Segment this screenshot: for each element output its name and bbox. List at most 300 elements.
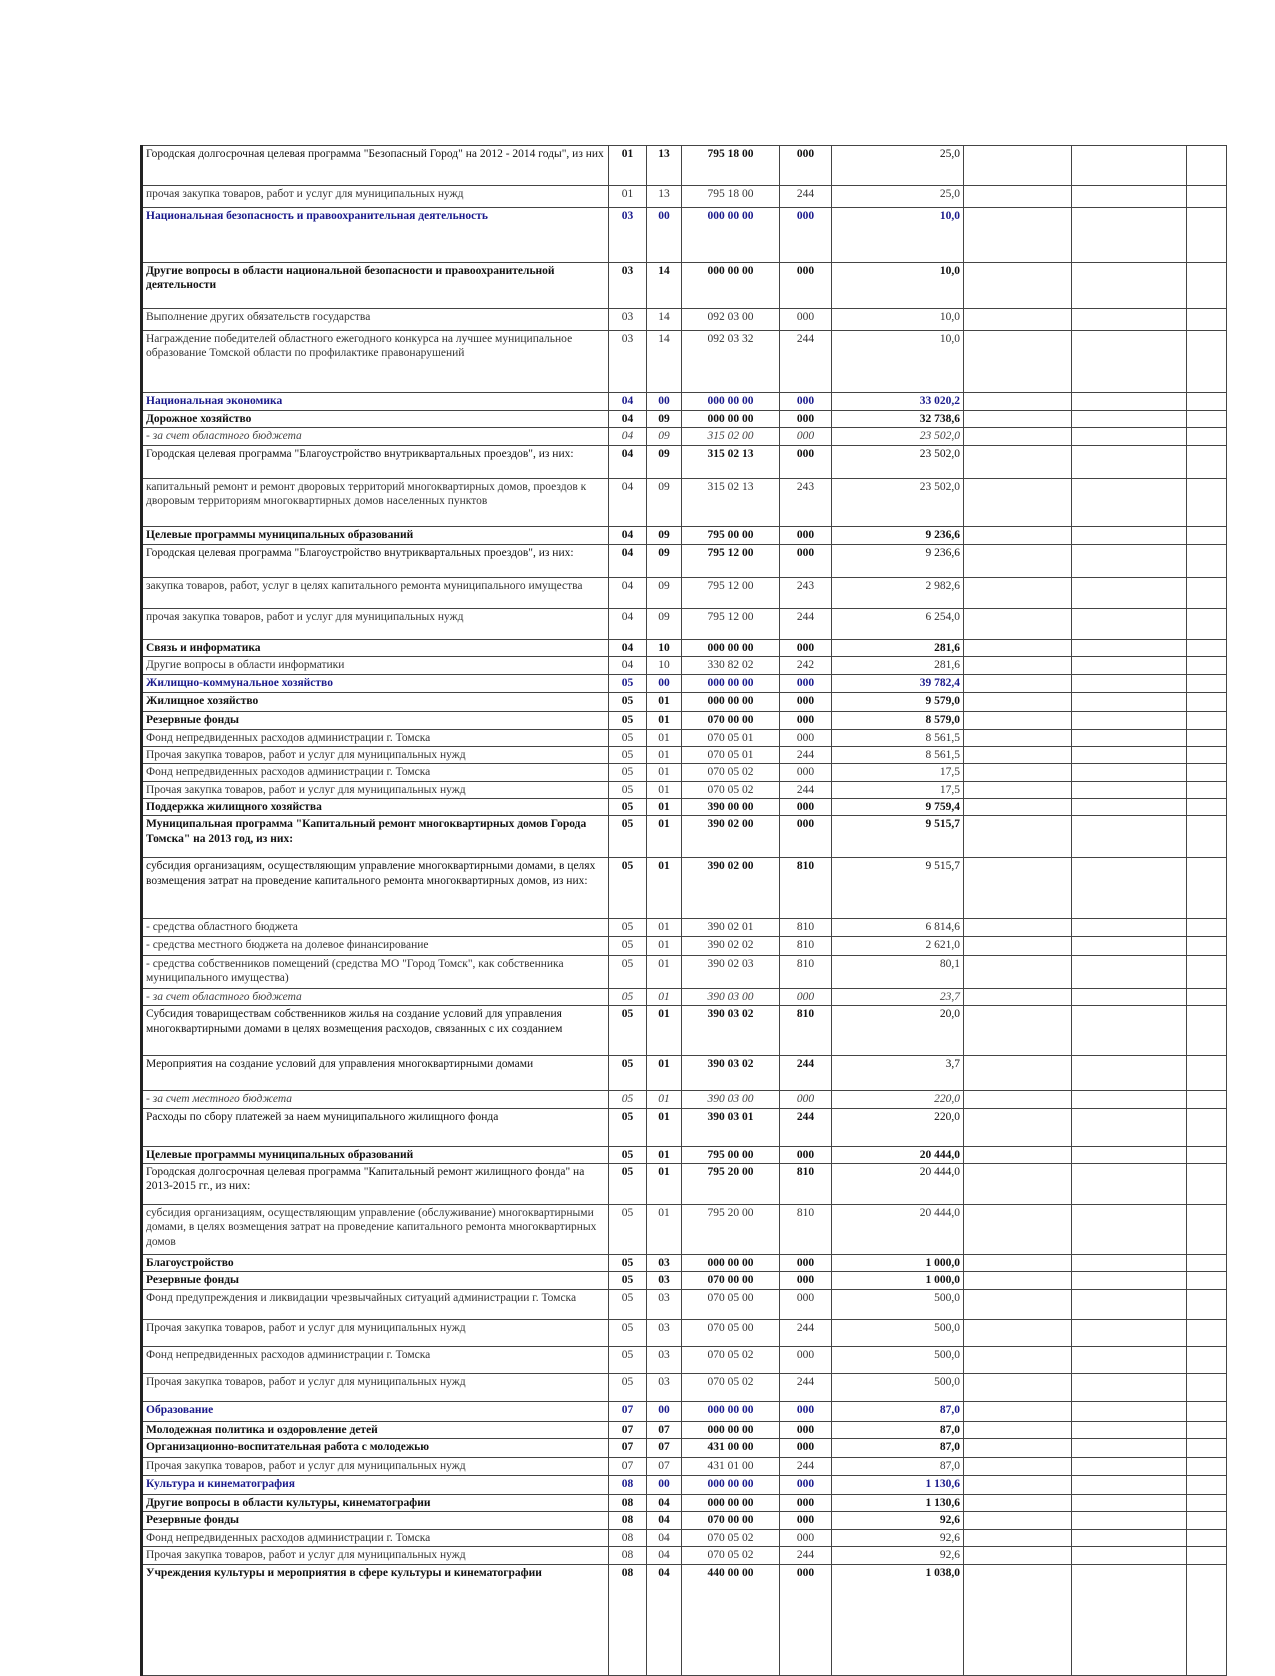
subsection-code: 01 xyxy=(647,692,682,711)
amount: 6 254,0 xyxy=(832,608,964,639)
row-name: Целевые программы муниципальных образований xyxy=(142,1146,609,1163)
empty-cell xyxy=(1187,746,1227,763)
target-article-code: 070 05 02 xyxy=(682,781,780,798)
empty-cell xyxy=(964,639,1072,656)
empty-cell xyxy=(1072,674,1187,692)
target-article-code: 070 05 01 xyxy=(682,746,780,763)
target-article-code: 390 03 00 xyxy=(682,988,780,1005)
row-name: Прочая закупка товаров, работ и услуг для муниципальных нужд xyxy=(142,1373,609,1401)
table-row xyxy=(142,393,1227,411)
expense-type-code: 000 xyxy=(780,393,832,411)
target-article-code: 000 00 00 xyxy=(682,1401,780,1421)
table-row xyxy=(142,1512,1227,1529)
table-row xyxy=(142,263,1227,309)
amount: 2 621,0 xyxy=(832,936,964,955)
empty-cell xyxy=(964,1421,1072,1438)
row-name: Фонд непредвиденных расходов администрации г. Томска xyxy=(142,1346,609,1373)
empty-cell xyxy=(1072,1163,1187,1204)
subsection-code: 04 xyxy=(647,1512,682,1529)
row-name: Культура и кинематография xyxy=(142,1476,609,1495)
empty-cell xyxy=(1072,1146,1187,1163)
empty-cell xyxy=(1072,729,1187,746)
empty-cell xyxy=(964,1006,1072,1056)
table-row xyxy=(142,1319,1227,1346)
section-code: 05 xyxy=(609,1319,647,1346)
empty-cell xyxy=(964,711,1072,729)
target-article-code: 000 00 00 xyxy=(682,674,780,692)
table-row xyxy=(142,146,1227,186)
row-name: Расходы по сбору платежей за наем муниципального жилищного фонда xyxy=(142,1108,609,1146)
target-article-code: 431 01 00 xyxy=(682,1458,780,1476)
expense-type-code: 000 xyxy=(780,1146,832,1163)
section-code: 05 xyxy=(609,1289,647,1319)
row-name: Фонд непредвиденных расходов администрации г. Томска xyxy=(142,729,609,746)
table-row xyxy=(142,1458,1227,1476)
expense-type-code: 244 xyxy=(780,331,832,393)
table-row xyxy=(142,781,1227,798)
subsection-code: 01 xyxy=(647,1006,682,1056)
row-name: Поддержка жилищного хозяйства xyxy=(142,799,609,816)
amount: 25,0 xyxy=(832,186,964,208)
empty-cell xyxy=(1072,1006,1187,1056)
table-row xyxy=(142,309,1227,331)
empty-cell xyxy=(964,428,1072,445)
empty-cell xyxy=(964,729,1072,746)
row-name: Выполнение других обязательств государства xyxy=(142,309,609,331)
table-row xyxy=(142,186,1227,208)
section-code: 07 xyxy=(609,1458,647,1476)
target-article-code: 390 03 01 xyxy=(682,1108,780,1146)
expense-type-code: 000 xyxy=(780,1512,832,1529)
row-name: Прочая закупка товаров, работ и услуг для муниципальных нужд xyxy=(142,1547,609,1565)
section-code: 08 xyxy=(609,1476,647,1495)
subsection-code: 09 xyxy=(647,478,682,526)
expense-type-code: 000 xyxy=(780,799,832,816)
expense-type-code: 000 xyxy=(780,764,832,781)
empty-cell xyxy=(1187,674,1227,692)
section-code: 03 xyxy=(609,263,647,309)
section-code: 04 xyxy=(609,639,647,656)
empty-cell xyxy=(964,858,1072,919)
row-name: прочая закупка товаров, работ и услуг для муниципальных нужд xyxy=(142,186,609,208)
empty-cell xyxy=(1072,936,1187,955)
table-row xyxy=(142,919,1227,936)
row-name: Молодежная политика и оздоровление детей xyxy=(142,1421,609,1438)
empty-cell xyxy=(1072,1289,1187,1319)
row-name: Другие вопросы в области культуры, кинематографии xyxy=(142,1495,609,1512)
empty-cell xyxy=(1072,544,1187,577)
row-name: - за счет местного бюджета xyxy=(142,1091,609,1108)
empty-cell xyxy=(1072,1204,1187,1254)
empty-cell xyxy=(964,746,1072,763)
empty-cell xyxy=(964,919,1072,936)
subsection-code: 01 xyxy=(647,781,682,798)
amount: 20 444,0 xyxy=(832,1204,964,1254)
row-name: Городская долгосрочная целевая программа "Безопасный Город" на 2012 - 2014 годы", из них xyxy=(142,146,609,186)
table-row xyxy=(142,1006,1227,1056)
empty-cell xyxy=(1187,639,1227,656)
expense-type-code: 000 xyxy=(780,208,832,263)
empty-cell xyxy=(1187,816,1227,858)
target-article-code: 390 02 01 xyxy=(682,919,780,936)
row-name: Связь и информатика xyxy=(142,639,609,656)
section-code: 05 xyxy=(609,988,647,1005)
empty-cell xyxy=(964,1565,1072,1676)
empty-cell xyxy=(964,1476,1072,1495)
empty-cell xyxy=(1187,711,1227,729)
expense-type-code: 000 xyxy=(780,1289,832,1319)
target-article-code: 390 02 02 xyxy=(682,936,780,955)
section-code: 01 xyxy=(609,146,647,186)
amount: 500,0 xyxy=(832,1319,964,1346)
amount: 10,0 xyxy=(832,331,964,393)
empty-cell xyxy=(964,1056,1072,1091)
amount: 9 759,4 xyxy=(832,799,964,816)
target-article-code: 000 00 00 xyxy=(682,692,780,711)
amount: 20,0 xyxy=(832,1006,964,1056)
expense-type-code: 810 xyxy=(780,858,832,919)
empty-cell xyxy=(1187,1439,1227,1458)
empty-cell xyxy=(964,608,1072,639)
amount: 10,0 xyxy=(832,309,964,331)
target-article-code: 795 18 00 xyxy=(682,146,780,186)
empty-cell xyxy=(1072,858,1187,919)
section-code: 04 xyxy=(609,445,647,478)
row-name: Прочая закупка товаров, работ и услуг для муниципальных нужд xyxy=(142,746,609,763)
empty-cell xyxy=(964,1401,1072,1421)
expense-type-code: 244 xyxy=(780,1108,832,1146)
target-article-code: 390 02 00 xyxy=(682,858,780,919)
subsection-code: 09 xyxy=(647,608,682,639)
empty-cell xyxy=(1072,577,1187,608)
empty-cell xyxy=(964,331,1072,393)
table-row xyxy=(142,936,1227,955)
target-article-code: 070 05 00 xyxy=(682,1319,780,1346)
row-name: Резервные фонды xyxy=(142,1272,609,1289)
empty-cell xyxy=(1187,858,1227,919)
empty-cell xyxy=(1187,1512,1227,1529)
section-code: 01 xyxy=(609,186,647,208)
target-article-code: 795 12 00 xyxy=(682,608,780,639)
row-name: Дорожное хозяйство xyxy=(142,411,609,428)
section-code: 04 xyxy=(609,411,647,428)
amount: 10,0 xyxy=(832,208,964,263)
amount: 17,5 xyxy=(832,781,964,798)
empty-cell xyxy=(1187,1529,1227,1546)
subsection-code: 03 xyxy=(647,1272,682,1289)
subsection-code: 01 xyxy=(647,988,682,1005)
empty-cell xyxy=(964,781,1072,798)
empty-cell xyxy=(1187,1163,1227,1204)
row-name: Образование xyxy=(142,1401,609,1421)
empty-cell xyxy=(1072,781,1187,798)
target-article-code: 000 00 00 xyxy=(682,1421,780,1438)
empty-cell xyxy=(1187,478,1227,526)
amount: 23 502,0 xyxy=(832,428,964,445)
subsection-code: 09 xyxy=(647,526,682,544)
amount: 500,0 xyxy=(832,1346,964,1373)
target-article-code: 000 00 00 xyxy=(682,411,780,428)
row-name: - за счет областного бюджета xyxy=(142,988,609,1005)
target-article-code: 070 00 00 xyxy=(682,711,780,729)
empty-cell xyxy=(1187,608,1227,639)
empty-cell xyxy=(964,1458,1072,1476)
empty-cell xyxy=(964,526,1072,544)
row-name: закупка товаров, работ, услуг в целях капитального ремонта муниципального имущества xyxy=(142,577,609,608)
empty-cell xyxy=(1072,1565,1187,1676)
target-article-code: 390 02 03 xyxy=(682,955,780,988)
expense-type-code: 000 xyxy=(780,639,832,656)
row-name: Фонд непредвиденных расходов администрации г. Томска xyxy=(142,764,609,781)
table-row xyxy=(142,799,1227,816)
expense-type-code: 244 xyxy=(780,1056,832,1091)
section-code: 07 xyxy=(609,1421,647,1438)
subsection-code: 00 xyxy=(647,393,682,411)
empty-cell xyxy=(1072,1373,1187,1401)
empty-cell xyxy=(1187,186,1227,208)
target-article-code: 431 00 00 xyxy=(682,1439,780,1458)
amount: 1 130,6 xyxy=(832,1495,964,1512)
empty-cell xyxy=(1187,781,1227,798)
empty-cell xyxy=(1187,1401,1227,1421)
target-article-code: 330 82 02 xyxy=(682,657,780,674)
empty-cell xyxy=(1072,146,1187,186)
subsection-code: 09 xyxy=(647,428,682,445)
table-row xyxy=(142,692,1227,711)
target-article-code: 070 05 00 xyxy=(682,1289,780,1319)
section-code: 04 xyxy=(609,657,647,674)
empty-cell xyxy=(964,1163,1072,1204)
target-article-code: 000 00 00 xyxy=(682,1254,780,1271)
row-name: Городская целевая программа "Благоустройство внутриквартальных проездов", из них: xyxy=(142,445,609,478)
subsection-code: 01 xyxy=(647,1146,682,1163)
empty-cell xyxy=(964,263,1072,309)
amount: 500,0 xyxy=(832,1289,964,1319)
target-article-code: 070 05 02 xyxy=(682,1373,780,1401)
empty-cell xyxy=(1072,445,1187,478)
target-article-code: 390 03 00 xyxy=(682,1091,780,1108)
empty-cell xyxy=(1072,1108,1187,1146)
empty-cell xyxy=(1187,1495,1227,1512)
row-name: Организационно-воспитательная работа с молодежью xyxy=(142,1439,609,1458)
amount: 25,0 xyxy=(832,146,964,186)
empty-cell xyxy=(964,657,1072,674)
expense-type-code: 000 xyxy=(780,988,832,1005)
row-name: прочая закупка товаров, работ и услуг для муниципальных нужд xyxy=(142,608,609,639)
expense-type-code: 810 xyxy=(780,936,832,955)
target-article-code: 390 02 00 xyxy=(682,816,780,858)
amount: 39 782,4 xyxy=(832,674,964,692)
expense-type-code: 000 xyxy=(780,1421,832,1438)
empty-cell xyxy=(964,411,1072,428)
empty-cell xyxy=(1072,478,1187,526)
target-article-code: 315 02 00 xyxy=(682,428,780,445)
empty-cell xyxy=(1187,936,1227,955)
section-code: 05 xyxy=(609,1204,647,1254)
empty-cell xyxy=(1187,1565,1227,1676)
section-code: 05 xyxy=(609,936,647,955)
table-row xyxy=(142,331,1227,393)
expense-type-code: 244 xyxy=(780,1373,832,1401)
empty-cell xyxy=(1187,309,1227,331)
table-row xyxy=(142,1146,1227,1163)
amount: 220,0 xyxy=(832,1091,964,1108)
expense-type-code: 810 xyxy=(780,919,832,936)
section-code: 03 xyxy=(609,331,647,393)
table-row xyxy=(142,526,1227,544)
empty-cell xyxy=(1072,1319,1187,1346)
row-name: Награждение победителей областного ежегодного конкурса на лучшее муниципальное образование Томской области по профилактике правонарушений xyxy=(142,331,609,393)
empty-cell xyxy=(1187,1108,1227,1146)
amount: 23 502,0 xyxy=(832,445,964,478)
target-article-code: 092 03 32 xyxy=(682,331,780,393)
row-name: Городская долгосрочная целевая программа "Капитальный ремонт жилищного фонда" на 2013-2015 гг., из них: xyxy=(142,1163,609,1204)
amount: 92,6 xyxy=(832,1529,964,1546)
amount: 1 000,0 xyxy=(832,1272,964,1289)
section-code: 05 xyxy=(609,711,647,729)
empty-cell xyxy=(1072,955,1187,988)
subsection-code: 01 xyxy=(647,936,682,955)
subsection-code: 09 xyxy=(647,544,682,577)
subsection-code: 07 xyxy=(647,1458,682,1476)
amount: 23 502,0 xyxy=(832,478,964,526)
table-row xyxy=(142,657,1227,674)
section-code: 04 xyxy=(609,577,647,608)
row-name: Национальная безопасность и правоохранительная деятельность xyxy=(142,208,609,263)
expense-type-code: 244 xyxy=(780,746,832,763)
row-name: Благоустройство xyxy=(142,1254,609,1271)
subsection-code: 00 xyxy=(647,1476,682,1495)
expense-type-code: 000 xyxy=(780,729,832,746)
table-row xyxy=(142,674,1227,692)
amount: 9 236,6 xyxy=(832,544,964,577)
empty-cell xyxy=(1187,955,1227,988)
empty-cell xyxy=(1072,1476,1187,1495)
subsection-code: 01 xyxy=(647,1056,682,1091)
amount: 8 561,5 xyxy=(832,746,964,763)
empty-cell xyxy=(1187,263,1227,309)
row-name: Учреждения культуры и мероприятия в сфере культуры и кинематографии xyxy=(142,1565,609,1676)
amount: 87,0 xyxy=(832,1401,964,1421)
empty-cell xyxy=(964,1254,1072,1271)
amount: 9 579,0 xyxy=(832,692,964,711)
subsection-code: 00 xyxy=(647,1401,682,1421)
empty-cell xyxy=(1072,526,1187,544)
empty-cell xyxy=(964,309,1072,331)
empty-cell xyxy=(1187,764,1227,781)
amount: 20 444,0 xyxy=(832,1146,964,1163)
empty-cell xyxy=(964,1204,1072,1254)
table-row xyxy=(142,1289,1227,1319)
expense-type-code: 000 xyxy=(780,1495,832,1512)
section-code: 08 xyxy=(609,1565,647,1676)
table-row xyxy=(142,577,1227,608)
expense-type-code: 000 xyxy=(780,1346,832,1373)
subsection-code: 09 xyxy=(647,577,682,608)
target-article-code: 070 05 02 xyxy=(682,764,780,781)
subsection-code: 04 xyxy=(647,1495,682,1512)
section-code: 05 xyxy=(609,816,647,858)
target-article-code: 315 02 13 xyxy=(682,445,780,478)
empty-cell xyxy=(1072,657,1187,674)
empty-cell xyxy=(1187,1204,1227,1254)
empty-cell xyxy=(964,577,1072,608)
target-article-code: 070 00 00 xyxy=(682,1272,780,1289)
target-article-code: 070 00 00 xyxy=(682,1512,780,1529)
row-name: Фонд предупреждения и ликвидации чрезвычайных ситуаций администрации г. Томска xyxy=(142,1289,609,1319)
subsection-code: 14 xyxy=(647,331,682,393)
section-code: 05 xyxy=(609,674,647,692)
table-row xyxy=(142,858,1227,919)
empty-cell xyxy=(964,1146,1072,1163)
empty-cell xyxy=(1187,526,1227,544)
row-name: - средства собственников помещений (средства МО "Город Томск", как собственника муниципального имущества) xyxy=(142,955,609,988)
subsection-code: 14 xyxy=(647,309,682,331)
subsection-code: 01 xyxy=(647,729,682,746)
table-row xyxy=(142,1439,1227,1458)
table-row xyxy=(142,1254,1227,1271)
table-row xyxy=(142,1495,1227,1512)
expense-type-code: 244 xyxy=(780,1547,832,1565)
subsection-code: 01 xyxy=(647,955,682,988)
row-name: - за счет областного бюджета xyxy=(142,428,609,445)
empty-cell xyxy=(1072,692,1187,711)
expense-type-code: 810 xyxy=(780,1163,832,1204)
empty-cell xyxy=(964,1439,1072,1458)
empty-cell xyxy=(1072,608,1187,639)
empty-cell xyxy=(1187,1056,1227,1091)
table-row xyxy=(142,1091,1227,1108)
row-name: - средства местного бюджета на долевое финансирование xyxy=(142,936,609,955)
amount: 87,0 xyxy=(832,1439,964,1458)
amount: 33 020,2 xyxy=(832,393,964,411)
empty-cell xyxy=(1187,919,1227,936)
target-article-code: 390 03 02 xyxy=(682,1006,780,1056)
subsection-code: 01 xyxy=(647,919,682,936)
empty-cell xyxy=(1187,208,1227,263)
empty-cell xyxy=(964,1289,1072,1319)
subsection-code: 13 xyxy=(647,146,682,186)
empty-cell xyxy=(1072,816,1187,858)
empty-cell xyxy=(964,146,1072,186)
empty-cell xyxy=(1187,331,1227,393)
empty-cell xyxy=(1187,1547,1227,1565)
empty-cell xyxy=(1187,1319,1227,1346)
empty-cell xyxy=(964,1272,1072,1289)
empty-cell xyxy=(1187,1289,1227,1319)
section-code: 03 xyxy=(609,309,647,331)
expense-type-code: 244 xyxy=(780,1458,832,1476)
section-code: 04 xyxy=(609,393,647,411)
row-name: Жилищно-коммунальное хозяйство xyxy=(142,674,609,692)
subsection-code: 14 xyxy=(647,263,682,309)
target-article-code: 795 20 00 xyxy=(682,1204,780,1254)
expense-type-code: 000 xyxy=(780,146,832,186)
target-article-code: 000 00 00 xyxy=(682,393,780,411)
table-row xyxy=(142,208,1227,263)
target-article-code: 315 02 13 xyxy=(682,478,780,526)
section-code: 05 xyxy=(609,1108,647,1146)
section-code: 08 xyxy=(609,1547,647,1565)
table-row xyxy=(142,1272,1227,1289)
amount: 1 038,0 xyxy=(832,1565,964,1676)
empty-cell xyxy=(1187,799,1227,816)
amount: 17,5 xyxy=(832,764,964,781)
empty-cell xyxy=(964,478,1072,526)
empty-cell xyxy=(1072,711,1187,729)
section-code: 05 xyxy=(609,1091,647,1108)
expense-type-code: 000 xyxy=(780,816,832,858)
